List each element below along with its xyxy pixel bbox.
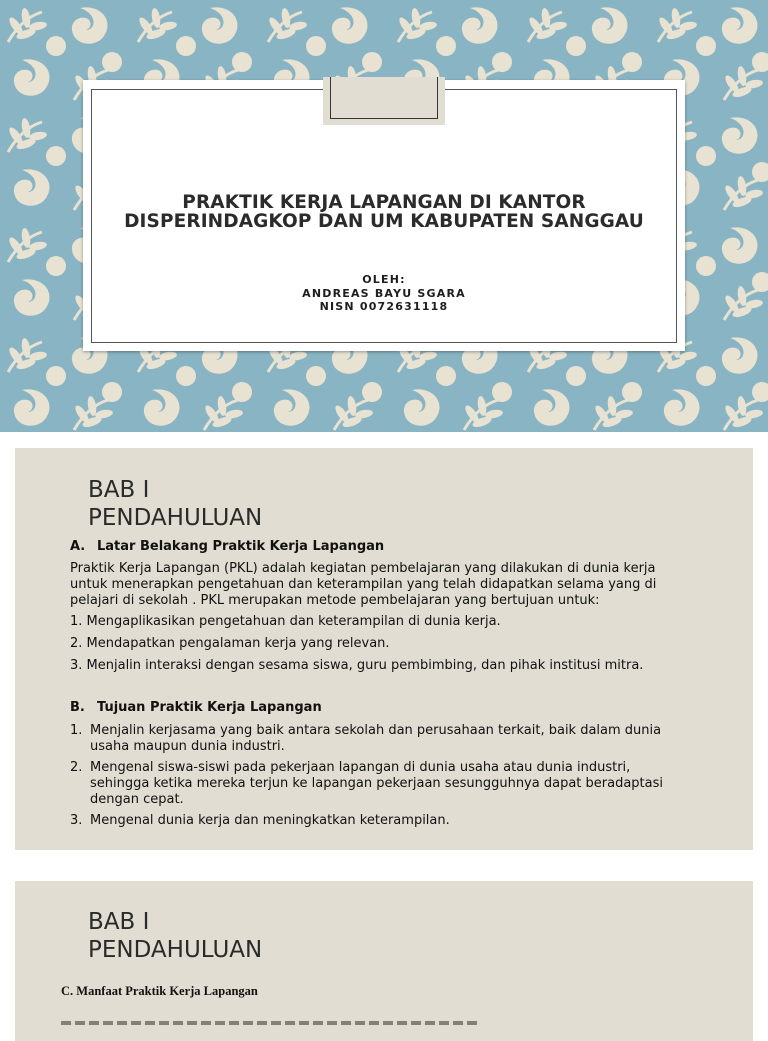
section-b-heading bbox=[70, 700, 322, 715]
goal-item-3: 3. Menjalin interaksi dengan sesama siswa, guru pembimbing, dan pihak institusi mitra. bbox=[70, 658, 644, 673]
title-line-1: PRAKTIK KERJA LAPANGAN DI KANTOR bbox=[182, 192, 586, 213]
section-a-heading bbox=[70, 539, 384, 554]
by-label: OLEH: bbox=[362, 273, 406, 286]
slide-bab-1-part-1 bbox=[15, 448, 753, 850]
section-c-heading: C. Manfaat Praktik Kerja Lapangan bbox=[61, 984, 258, 998]
intro-paragraph: Praktik Kerja Lapangan (PKL) adalah kegiatan pembelajaran yang dilakukan di dunia kerja untuk menerapkan pengetahuan dan keterampilan yang telah didapatkan selama yang di pelajari di sekolah . PKL merupakan metode pembelajaran yang bertujuan untuk: bbox=[70, 561, 657, 608]
author-nisn: NISN 0072631118 bbox=[319, 300, 449, 313]
objective-item-2 bbox=[70, 760, 690, 808]
objective-text: Menjalin kerjasama yang baik antara sekolah dan perusahaan terkait, baik dalam dunia usaha maupun dunia industri. bbox=[90, 723, 662, 754]
goal-item-1: 1. Mengaplikasikan pengetahuan dan keterampilan di dunia kerja. bbox=[70, 614, 501, 629]
goal-item-2: 2. Mendapatkan pengalaman kerja yang relevan. bbox=[70, 636, 390, 651]
slide-bab-1-part-2 bbox=[15, 881, 753, 1041]
cropped-text-line bbox=[61, 1021, 481, 1025]
bab-name: PENDAHULUAN bbox=[88, 505, 263, 531]
section-b-title: Tujuan Praktik Kerja Lapangan bbox=[97, 700, 322, 715]
objective-item-1 bbox=[70, 723, 690, 755]
objective-text: Mengenal dunia kerja dan meningkatkan keterampilan. bbox=[90, 813, 450, 828]
objective-item-3 bbox=[70, 813, 690, 829]
objective-text: Mengenal siswa-siswi pada pekerjaan lapangan di dunia usaha atau dunia industri, sehingga ketika mereka terjun ke lapangan pekerjaan sesungguhnya dapat beradaptasi dengan cepat. bbox=[90, 760, 663, 807]
title-card bbox=[83, 80, 685, 351]
objective-number: 1. bbox=[70, 723, 83, 738]
objective-number: 2. bbox=[70, 760, 83, 775]
bab-name: PENDAHULUAN bbox=[88, 937, 263, 963]
title-slide bbox=[0, 0, 768, 432]
slide-heading bbox=[88, 476, 262, 532]
author-name: ANDREAS BAYU SGARA bbox=[302, 286, 466, 300]
section-a-title: Latar Belakang Praktik Kerja Lapangan bbox=[97, 539, 385, 554]
section-b-letter: B. bbox=[70, 700, 85, 715]
author-block bbox=[83, 273, 685, 314]
bab-number: BAB I bbox=[88, 477, 150, 503]
bab-number: BAB I bbox=[88, 909, 150, 935]
title-line-2: DISPERINDAGKOP DAN UM KABUPATEN SANGGAU bbox=[124, 211, 644, 232]
card-tab-decoration bbox=[323, 77, 445, 125]
slide-heading bbox=[88, 908, 262, 964]
section-a-letter: A. bbox=[70, 539, 86, 554]
objective-number: 3. bbox=[70, 813, 83, 828]
presentation-title bbox=[83, 193, 685, 231]
